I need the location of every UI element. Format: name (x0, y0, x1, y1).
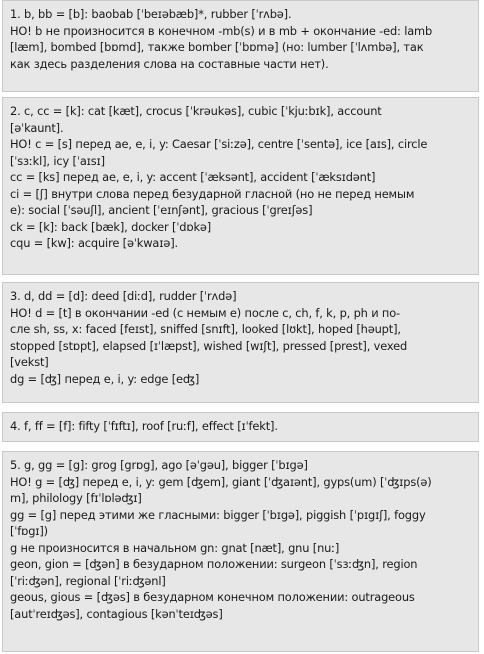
rule-2-line-7: e): social [ˈsəuʃl], ancient [ˈeɪnʃənt], gracious [ˈgreɪʃəs] (10, 203, 313, 217)
rule-1-line-3: [læm], bombed [bɒmd], также bomber [ˈbɒmə] (но: lumber [ˈlʌmbə], так (10, 40, 424, 54)
rule-3-line-3: сле sh, ss, x: faced [feɪst], sniffed [snɪft], looked [lʊkt], hoped [həupt], (10, 322, 401, 336)
rule-3-line-5: [vekst] (10, 355, 49, 369)
rule-1-line-2: HO! b не произносится в конечном -mb(s) и в mb + окончание -ed: lamb (10, 23, 433, 38)
rule-5-line-9: geous, gious = [ʤəs] в безударном конечном положении: outrageous (10, 590, 415, 604)
rule-2-line-3: HO! c = [s] перед ae, e, i, y: Caesar [ˈsiːzə], centre [ˈsentə], ice [aɪs], circle (10, 137, 428, 151)
rule-5-line-5: [ˈfɒgɪ]) (10, 524, 48, 538)
rule-box-3 (2, 282, 479, 403)
rule-3-line-2: HO! d = [t] в окончании -ed (с немым e) после c, ch, f, k, p, ph и по- (10, 305, 401, 320)
rule-2-line-2: [əˈkaunt]. (10, 120, 64, 135)
rule-5-line-2: HO! g = [ʤ] перед e, i, y: gem [ʤem], giant [ˈʤaɪənt], gyps(um) [ˈʤɪps(ə) (10, 474, 432, 489)
rule-5-line-1: 5. g, gg = [g]: grog [grɒg], ago [əˈgəu], bigger [ˈbɪgə] (10, 458, 308, 472)
rule-5-line-8: [ˈriːʤən], regional [ˈriːʤənl] (10, 573, 166, 588)
rule-2-line-9: cqu = [kw]: acquire [əˈkwaɪə]. (10, 236, 178, 250)
rule-3-line-6: dg = [ʤ] перед e, i, y: edge [eʤ] (10, 371, 200, 386)
rule-2-line-6: ci = [ʃ] внутри слова перед безударной гласной (но не перед немым (10, 186, 415, 201)
rule-1-line-4: как здесь разделения слова на составные части нет). (10, 56, 329, 71)
rule-2-line-1: 2. c, cc = [k]: cat [kæt], crocus [ˈkrəukəs], cubic [ˈkjuːbɪk], account (10, 104, 382, 118)
rule-5-line-3: m], philology [fɪˈlɒləʤɪ] (10, 491, 142, 505)
rule-5-line-4: gg = [g] перед этими же гласными: bigger [ˈbɪgə], piggish [ˈpɪgɪʃ], foggy (10, 507, 426, 522)
rule-3-line-1: 3. d, dd = [d]: deed [diːd], rudder [ˈrʌdə] (10, 289, 237, 303)
rule-5-line-7: geon, gion = [ʤən] в безударном положении: surgeon [ˈsɜːʤn], region (10, 557, 418, 571)
rule-box-2 (2, 97, 479, 275)
rule-box-4 (2, 412, 479, 442)
rule-2-line-5: cc = [ks] перед ae, e, i, y: accent [ˈæksənt], accident [ˈæksɪdənt] (10, 170, 376, 184)
rule-2-line-4: [ˈsɜːkl], icy [ˈaɪsɪ] (10, 153, 105, 168)
rule-2-line-8: ck = [k]: back [bæk], docker [ˈdɒkə] (10, 219, 212, 234)
rule-5-line-6: g не произносится в начальном gn: gnat [næt], gnu [nuː] (10, 540, 340, 555)
rule-box-5 (2, 451, 479, 652)
rule-3-line-4: stopped [stɒpt], elapsed [ɪˈlæpst], wished [wɪʃt], pressed [prest], vexed (10, 338, 408, 353)
rule-1-line-1: 1. b, bb = [b]: baobab [ˈbeɪəbæb]*, rubber [ˈrʌbə]. (10, 7, 292, 21)
rule-4-line-1: 4. f, ff = [f]: fifty [ˈfɪftɪ], roof [ruːf], effect [ɪˈfekt]. (10, 419, 278, 433)
rule-box-1 (2, 0, 479, 92)
rule-5-line-10: [autˈreɪʤəs], contagious [kənˈteɪʤəs] (10, 606, 223, 621)
